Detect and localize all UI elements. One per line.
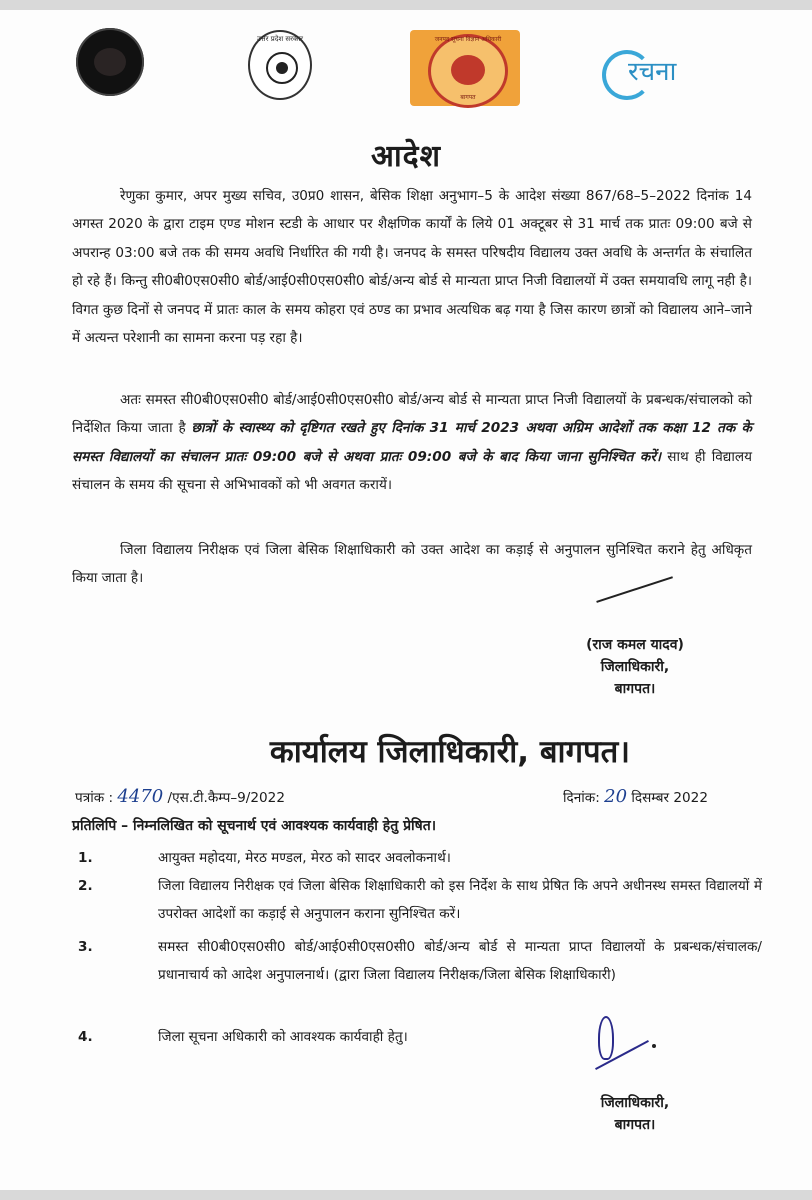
signature-dot	[652, 1044, 656, 1048]
signatory-name: (राज कमल यादव)	[586, 637, 684, 653]
copy-list-item	[72, 872, 762, 929]
paragraph-2-directive: छात्रों के स्वास्थ्य को दृष्टिगत रखते हुए दिनांक 31 मार्च 2023 अथवा अग्रिम आदेशों तक कक्षा 12 तक के समस्त विद्यालयों का संचालन प्रातः 09:00 बजे से अथवा प्रातः 09:00 बजे के बाद किया जाना सुनिश्चित करें।	[72, 420, 752, 465]
copy-list-item	[72, 844, 762, 872]
logo-top-text: जनपद सूचना विज्ञान अधिकारी	[434, 36, 502, 43]
date-rest: दिसम्बर 2022	[627, 790, 708, 806]
signatory-designation: जिलाधिकारी,	[600, 659, 670, 675]
issue-date	[563, 786, 708, 807]
logo-core	[451, 55, 485, 85]
copy-list-item	[72, 933, 762, 990]
item-number: 1.	[78, 850, 93, 866]
seal-text: उत्तर प्रदेश सरकार	[256, 35, 304, 43]
ref-label: पत्रांक :	[75, 790, 118, 806]
order-paragraph-3: जिला विद्यालय निरीक्षक एवं जिला बेसिक शिक्षाधिकारी को उक्त आदेश का कड़ाई से अनुपालन सुनिश्चित कराने हेतु अधिकृत किया जाता है।	[72, 542, 752, 587]
item-number: 3.	[78, 939, 93, 955]
district-logo-emblem	[94, 48, 126, 76]
date-label: दिनांक:	[563, 790, 605, 806]
paragraph-2-start: अतः समस्त सी0बी0एस0सी0 बोर्ड/आई0सी0एस0सी0 बोर्ड/अन्य बोर्ड से मान्यता प्राप्त निजी विद्यालयों के प्रबन्धक/संचालको को निर्देशित किया जाता है	[72, 392, 752, 437]
rachna-logo	[598, 46, 738, 102]
bottom-border	[0, 1190, 812, 1200]
ref-suffix: /एस.टी.कैम्प–9/2022	[163, 790, 285, 806]
signature-mark-2	[590, 1014, 670, 1084]
top-border	[0, 0, 812, 10]
signatory-block-2	[560, 1092, 710, 1136]
seal-emblem	[266, 52, 298, 84]
office-heading: कार्यालय जिलाधिकारी, बागपत।	[269, 734, 631, 770]
signature-loop	[598, 1016, 614, 1060]
district-office-logo	[410, 30, 520, 106]
item-text: जिला विद्यालय निरीक्षक एवं जिला बेसिक शिक्षाधिकारी को इस निर्देश के साथ प्रेषित कि अपने अधीनस्थ समस्त विद्यालयों में उपरोक्त आदेशों का कड़ाई से अनुपालन कराना सुनिश्चित करें।	[158, 878, 762, 923]
ref-number-handwritten: 4470	[117, 786, 164, 807]
copy-heading: प्रतिलिपि – निम्नलिखित को सूचनार्थ एवं आवश्यक कार्यवाही हेतु प्रेषित।	[72, 818, 437, 834]
item-number: 4.	[78, 1029, 93, 1045]
item-number: 2.	[78, 878, 93, 894]
reference-number	[75, 786, 285, 807]
signatory-block	[560, 634, 710, 700]
logo-ring	[428, 34, 508, 108]
up-government-seal	[248, 30, 312, 100]
logo-bottom-text: बागपत	[460, 94, 476, 101]
rachna-logo-text: रचना	[628, 57, 677, 87]
item-text: आयुक्त महोदया, मेरठ मण्डल, मेरठ को सादर अवलोकनार्थ।	[158, 850, 451, 866]
signatory-designation-2: जिलाधिकारी,	[600, 1095, 670, 1111]
signatory-place-2: बागपत।	[614, 1117, 656, 1133]
date-day-handwritten: 20	[604, 786, 628, 807]
paragraph-2-end: साथ ही विद्यालय संचालन के समय की सूचना से अभिभावकों को भी अवगत करायें।	[72, 448, 752, 494]
item-text: जिला सूचना अधिकारी को आवश्यक कार्यवाही हेतु।	[158, 1029, 408, 1045]
item-text: समस्त सी0बी0एस0सी0 बोर्ड/आई0सी0एस0सी0 बोर्ड/अन्य बोर्ड से मान्यता प्राप्त विद्यालयों के प्रबन्धक/संचालक/प्रधानाचार्य को आदेश अनुपालनार्थ। (द्वारा जिला विद्यालय निरीक्षक/जिला बेसिक शिक्षाधिकारी)	[158, 939, 762, 984]
order-paragraph-1: रेणुका कुमार, अपर मुख्य सचिव, उ0प्र0 शासन, बेसिक शिक्षा अनुभाग–5 के आदेश संख्या 867/68–5–2022 दिनांक 14 अगस्त 2020 के द्वारा टाइम एण्ड मोशन स्टडी के आधार पर शैक्षणिक कार्यों के लिये 01 अक्टूबर से 31 मार्च तक प्रातः 09:00 बजे से अपरान्ह 03:00 बजे तक की समय अवधि निर्धारित की गयी है। जनपद के समस्त परिषदीय विद्यालय उक्त अवधि के अन्तर्गत के संचालित हो रहे हैं। किन्तु सी0बी0एस0सी0 बोर्ड/आई0सी0एस0सी0 बोर्ड/अन्य बोर्ड से मान्यता प्राप्त निजी विद्यालयों में उक्त समयावधि लागू नही है। विगत कुछ दिनों से जनपद में प्रातः काल के समय कोहरा एवं ठण्ड का प्रभाव अत्यधिक बढ़ गया है जिस कारण छात्रों को विद्यालय आने–जाने में अत्यन्त परेशानी का सामना करना पड़ रहा है।	[72, 188, 752, 347]
order-title: आदेश	[371, 139, 441, 174]
signatory-place: बागपत।	[614, 681, 656, 697]
district-logo	[76, 28, 144, 96]
order-paragraph-2	[72, 386, 752, 500]
